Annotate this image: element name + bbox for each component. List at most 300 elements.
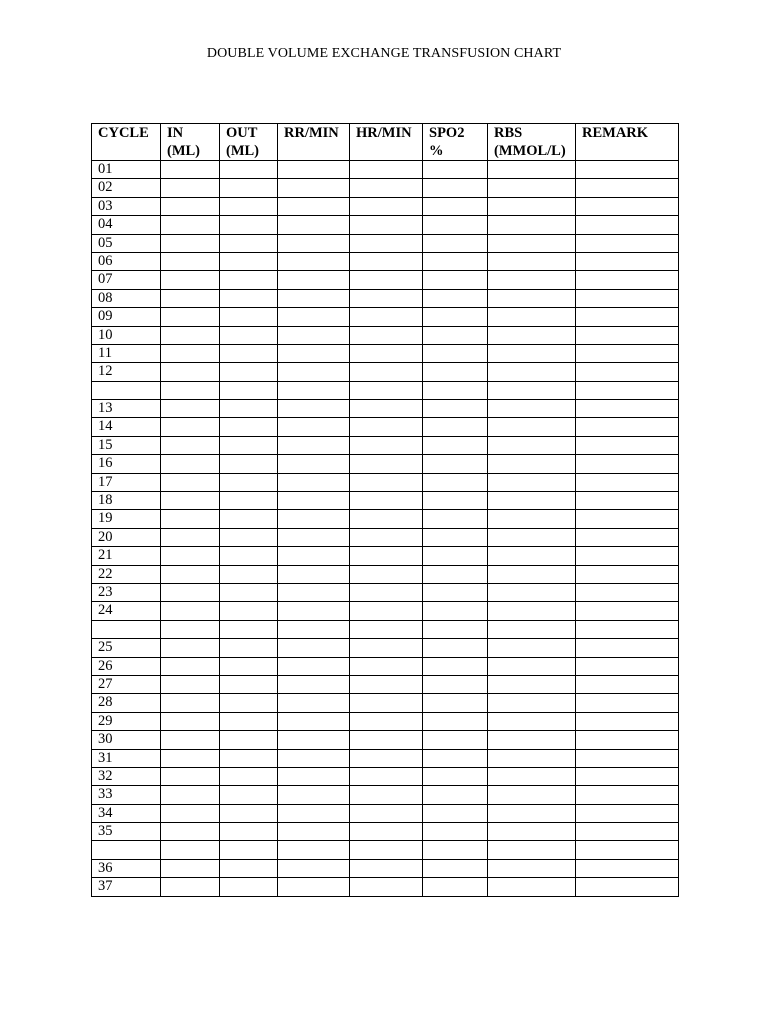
- hr-cell[interactable]: [350, 197, 423, 215]
- spo2-cell[interactable]: [423, 400, 488, 418]
- hr-cell[interactable]: [350, 565, 423, 583]
- hr-cell[interactable]: [350, 767, 423, 785]
- remark-cell[interactable]: [576, 436, 679, 454]
- cycle-cell: 21: [92, 547, 161, 565]
- rbs-cell[interactable]: [488, 694, 576, 712]
- rr-cell[interactable]: [278, 767, 350, 785]
- hr-cell[interactable]: [350, 841, 423, 859]
- rbs-cell[interactable]: [488, 418, 576, 436]
- rr-cell[interactable]: [278, 786, 350, 804]
- out-cell[interactable]: [220, 197, 278, 215]
- remark-cell[interactable]: [576, 675, 679, 693]
- rbs-cell[interactable]: [488, 731, 576, 749]
- hr-cell[interactable]: [350, 308, 423, 326]
- rr-cell[interactable]: [278, 492, 350, 510]
- spo2-cell[interactable]: [423, 547, 488, 565]
- spo2-cell[interactable]: [423, 749, 488, 767]
- hr-cell[interactable]: [350, 804, 423, 822]
- rbs-cell[interactable]: [488, 344, 576, 362]
- out-cell[interactable]: [220, 289, 278, 307]
- in-cell[interactable]: [161, 639, 220, 657]
- rbs-cell[interactable]: [488, 216, 576, 234]
- spo2-cell[interactable]: [423, 289, 488, 307]
- rr-cell[interactable]: [278, 583, 350, 601]
- out-cell[interactable]: [220, 731, 278, 749]
- rbs-cell[interactable]: [488, 620, 576, 638]
- out-cell[interactable]: [220, 363, 278, 381]
- rbs-cell[interactable]: [488, 602, 576, 620]
- remark-cell[interactable]: [576, 363, 679, 381]
- hr-cell[interactable]: [350, 528, 423, 546]
- rbs-cell[interactable]: [488, 161, 576, 179]
- spo2-cell[interactable]: [423, 731, 488, 749]
- out-cell[interactable]: [220, 326, 278, 344]
- rr-cell[interactable]: [278, 510, 350, 528]
- hr-cell[interactable]: [350, 216, 423, 234]
- hr-cell[interactable]: [350, 400, 423, 418]
- spo2-cell[interactable]: [423, 767, 488, 785]
- in-cell[interactable]: [161, 436, 220, 454]
- remark-cell[interactable]: [576, 326, 679, 344]
- rr-cell[interactable]: [278, 878, 350, 896]
- rbs-cell[interactable]: [488, 528, 576, 546]
- hr-cell[interactable]: [350, 583, 423, 601]
- remark-cell[interactable]: [576, 510, 679, 528]
- hr-cell[interactable]: [350, 657, 423, 675]
- remark-cell[interactable]: [576, 841, 679, 859]
- rbs-cell[interactable]: [488, 767, 576, 785]
- rbs-cell[interactable]: [488, 804, 576, 822]
- in-cell[interactable]: [161, 418, 220, 436]
- header-hr: [350, 124, 423, 161]
- hr-cell[interactable]: [350, 510, 423, 528]
- out-cell[interactable]: [220, 859, 278, 877]
- cycle-cell: 33: [92, 786, 161, 804]
- remark-cell[interactable]: [576, 565, 679, 583]
- cycle-cell: 23: [92, 583, 161, 601]
- rr-cell[interactable]: [278, 252, 350, 270]
- remark-cell[interactable]: [576, 271, 679, 289]
- rbs-cell[interactable]: [488, 823, 576, 841]
- in-cell[interactable]: [161, 841, 220, 859]
- rr-cell[interactable]: [278, 547, 350, 565]
- remark-cell[interactable]: [576, 289, 679, 307]
- remark-cell[interactable]: [576, 418, 679, 436]
- hr-cell[interactable]: [350, 694, 423, 712]
- hr-cell[interactable]: [350, 418, 423, 436]
- out-cell[interactable]: [220, 712, 278, 730]
- rr-cell[interactable]: [278, 731, 350, 749]
- header-spo2-label: SPO2: [429, 125, 465, 141]
- out-cell[interactable]: [220, 418, 278, 436]
- in-cell[interactable]: [161, 473, 220, 491]
- spo2-cell[interactable]: [423, 565, 488, 583]
- hr-cell[interactable]: [350, 271, 423, 289]
- out-cell[interactable]: [220, 455, 278, 473]
- remark-cell[interactable]: [576, 492, 679, 510]
- in-cell[interactable]: [161, 675, 220, 693]
- in-cell[interactable]: [161, 786, 220, 804]
- rr-cell[interactable]: [278, 657, 350, 675]
- remark-cell[interactable]: [576, 859, 679, 877]
- out-cell[interactable]: [220, 400, 278, 418]
- in-cell[interactable]: [161, 344, 220, 362]
- remark-cell[interactable]: [576, 455, 679, 473]
- table-row: [92, 363, 679, 381]
- hr-cell[interactable]: [350, 878, 423, 896]
- in-cell[interactable]: [161, 878, 220, 896]
- rbs-cell[interactable]: [488, 841, 576, 859]
- rr-cell[interactable]: [278, 455, 350, 473]
- cycle-cell: 28: [92, 694, 161, 712]
- out-cell[interactable]: [220, 234, 278, 252]
- in-cell[interactable]: [161, 363, 220, 381]
- out-cell[interactable]: [220, 804, 278, 822]
- in-cell[interactable]: [161, 528, 220, 546]
- out-cell[interactable]: [220, 436, 278, 454]
- rr-cell[interactable]: [278, 418, 350, 436]
- out-cell[interactable]: [220, 547, 278, 565]
- rbs-cell[interactable]: [488, 436, 576, 454]
- remark-cell[interactable]: [576, 473, 679, 491]
- hr-cell[interactable]: [350, 473, 423, 491]
- rbs-cell[interactable]: [488, 308, 576, 326]
- hr-cell[interactable]: [350, 436, 423, 454]
- rr-cell[interactable]: [278, 859, 350, 877]
- out-cell[interactable]: [220, 749, 278, 767]
- remark-cell[interactable]: [576, 400, 679, 418]
- hr-cell[interactable]: [350, 675, 423, 693]
- rr-cell[interactable]: [278, 804, 350, 822]
- hr-cell[interactable]: [350, 179, 423, 197]
- in-cell[interactable]: [161, 161, 220, 179]
- cycle-cell: 37: [92, 878, 161, 896]
- remark-cell[interactable]: [576, 639, 679, 657]
- rr-cell[interactable]: [278, 694, 350, 712]
- out-cell[interactable]: [220, 528, 278, 546]
- rbs-cell[interactable]: [488, 712, 576, 730]
- in-cell[interactable]: [161, 602, 220, 620]
- spo2-cell[interactable]: [423, 216, 488, 234]
- rr-cell[interactable]: [278, 473, 350, 491]
- out-cell[interactable]: [220, 492, 278, 510]
- spo2-cell[interactable]: [423, 823, 488, 841]
- in-cell[interactable]: [161, 823, 220, 841]
- rbs-cell[interactable]: [488, 400, 576, 418]
- out-cell[interactable]: [220, 216, 278, 234]
- hr-cell[interactable]: [350, 363, 423, 381]
- remark-cell[interactable]: [576, 234, 679, 252]
- rbs-cell[interactable]: [488, 326, 576, 344]
- spo2-cell[interactable]: [423, 878, 488, 896]
- hr-cell[interactable]: [350, 289, 423, 307]
- in-cell[interactable]: [161, 216, 220, 234]
- spo2-cell[interactable]: [423, 528, 488, 546]
- in-cell[interactable]: [161, 731, 220, 749]
- in-cell[interactable]: [161, 326, 220, 344]
- rbs-cell[interactable]: [488, 583, 576, 601]
- rr-cell[interactable]: [278, 179, 350, 197]
- rbs-cell[interactable]: [488, 675, 576, 693]
- in-cell[interactable]: [161, 583, 220, 601]
- in-cell[interactable]: [161, 455, 220, 473]
- rr-cell[interactable]: [278, 528, 350, 546]
- out-cell[interactable]: [220, 602, 278, 620]
- remark-cell[interactable]: [576, 712, 679, 730]
- spo2-cell[interactable]: [423, 675, 488, 693]
- out-cell[interactable]: [220, 510, 278, 528]
- rbs-cell[interactable]: [488, 492, 576, 510]
- spo2-cell[interactable]: [423, 363, 488, 381]
- hr-cell[interactable]: [350, 620, 423, 638]
- rr-cell[interactable]: [278, 565, 350, 583]
- rbs-cell[interactable]: [488, 289, 576, 307]
- hr-cell[interactable]: [350, 161, 423, 179]
- rr-cell[interactable]: [278, 620, 350, 638]
- hr-cell[interactable]: [350, 252, 423, 270]
- out-cell[interactable]: [220, 583, 278, 601]
- rbs-cell[interactable]: [488, 859, 576, 877]
- rbs-cell[interactable]: [488, 179, 576, 197]
- spo2-cell[interactable]: [423, 859, 488, 877]
- spo2-cell[interactable]: [423, 583, 488, 601]
- remark-cell[interactable]: [576, 161, 679, 179]
- rr-cell[interactable]: [278, 436, 350, 454]
- spo2-cell[interactable]: [423, 234, 488, 252]
- remark-cell[interactable]: [576, 216, 679, 234]
- cycle-cell: 35: [92, 823, 161, 841]
- hr-cell[interactable]: [350, 712, 423, 730]
- in-cell[interactable]: [161, 712, 220, 730]
- rr-cell[interactable]: [278, 344, 350, 362]
- rbs-cell[interactable]: [488, 234, 576, 252]
- spo2-cell[interactable]: [423, 436, 488, 454]
- spo2-cell[interactable]: [423, 473, 488, 491]
- spo2-cell[interactable]: [423, 418, 488, 436]
- rbs-cell[interactable]: [488, 878, 576, 896]
- in-cell[interactable]: [161, 657, 220, 675]
- hr-cell[interactable]: [350, 344, 423, 362]
- remark-cell[interactable]: [576, 547, 679, 565]
- rbs-cell[interactable]: [488, 271, 576, 289]
- rr-cell[interactable]: [278, 400, 350, 418]
- in-cell[interactable]: [161, 289, 220, 307]
- rbs-cell[interactable]: [488, 252, 576, 270]
- spo2-cell[interactable]: [423, 694, 488, 712]
- spo2-cell[interactable]: [423, 326, 488, 344]
- table-row-spacer: [92, 620, 679, 638]
- rr-cell[interactable]: [278, 216, 350, 234]
- in-cell[interactable]: [161, 308, 220, 326]
- in-cell[interactable]: [161, 749, 220, 767]
- out-cell[interactable]: [220, 473, 278, 491]
- in-cell[interactable]: [161, 694, 220, 712]
- out-cell[interactable]: [220, 823, 278, 841]
- rr-cell[interactable]: [278, 639, 350, 657]
- in-cell[interactable]: [161, 804, 220, 822]
- spo2-cell[interactable]: [423, 252, 488, 270]
- spo2-cell[interactable]: [423, 657, 488, 675]
- out-cell[interactable]: [220, 620, 278, 638]
- in-cell[interactable]: [161, 547, 220, 565]
- remark-cell[interactable]: [576, 197, 679, 215]
- out-cell[interactable]: [220, 344, 278, 362]
- hr-cell[interactable]: [350, 639, 423, 657]
- rr-cell[interactable]: [278, 308, 350, 326]
- rbs-cell[interactable]: [488, 547, 576, 565]
- spo2-cell[interactable]: [423, 344, 488, 362]
- hr-cell[interactable]: [350, 455, 423, 473]
- remark-cell[interactable]: [576, 620, 679, 638]
- rr-cell[interactable]: [278, 289, 350, 307]
- rr-cell[interactable]: [278, 271, 350, 289]
- in-cell[interactable]: [161, 620, 220, 638]
- rbs-cell[interactable]: [488, 639, 576, 657]
- rbs-cell[interactable]: [488, 565, 576, 583]
- remark-cell[interactable]: [576, 308, 679, 326]
- in-cell[interactable]: [161, 179, 220, 197]
- hr-cell[interactable]: [350, 823, 423, 841]
- out-cell[interactable]: [220, 179, 278, 197]
- in-cell[interactable]: [161, 400, 220, 418]
- rbs-cell[interactable]: [488, 786, 576, 804]
- remark-cell[interactable]: [576, 767, 679, 785]
- cycle-cell: 19: [92, 510, 161, 528]
- out-cell[interactable]: [220, 675, 278, 693]
- spo2-cell[interactable]: [423, 620, 488, 638]
- spo2-cell[interactable]: [423, 841, 488, 859]
- hr-cell[interactable]: [350, 234, 423, 252]
- table-row: [92, 197, 679, 215]
- spo2-cell[interactable]: [423, 639, 488, 657]
- out-cell[interactable]: [220, 657, 278, 675]
- out-cell[interactable]: [220, 252, 278, 270]
- spo2-cell[interactable]: [423, 602, 488, 620]
- hr-cell[interactable]: [350, 602, 423, 620]
- remark-cell[interactable]: [576, 786, 679, 804]
- in-cell[interactable]: [161, 234, 220, 252]
- rr-cell[interactable]: [278, 712, 350, 730]
- remark-cell[interactable]: [576, 528, 679, 546]
- rr-cell[interactable]: [278, 234, 350, 252]
- spo2-cell[interactable]: [423, 308, 488, 326]
- out-cell[interactable]: [220, 786, 278, 804]
- rr-cell[interactable]: [278, 823, 350, 841]
- rr-cell[interactable]: [278, 326, 350, 344]
- out-cell[interactable]: [220, 161, 278, 179]
- remark-cell[interactable]: [576, 252, 679, 270]
- hr-cell[interactable]: [350, 731, 423, 749]
- rbs-cell[interactable]: [488, 197, 576, 215]
- rr-cell[interactable]: [278, 363, 350, 381]
- out-cell[interactable]: [220, 841, 278, 859]
- remark-cell[interactable]: [576, 583, 679, 601]
- remark-cell[interactable]: [576, 749, 679, 767]
- remark-cell[interactable]: [576, 731, 679, 749]
- rbs-cell[interactable]: [488, 381, 576, 399]
- remark-cell[interactable]: [576, 823, 679, 841]
- spo2-cell[interactable]: [423, 804, 488, 822]
- in-cell[interactable]: [161, 859, 220, 877]
- table-row: [92, 767, 679, 785]
- out-cell[interactable]: [220, 878, 278, 896]
- out-cell[interactable]: [220, 308, 278, 326]
- in-cell[interactable]: [161, 271, 220, 289]
- remark-cell[interactable]: [576, 657, 679, 675]
- rr-cell[interactable]: [278, 602, 350, 620]
- remark-cell[interactable]: [576, 344, 679, 362]
- rr-cell[interactable]: [278, 381, 350, 399]
- rr-cell[interactable]: [278, 749, 350, 767]
- remark-cell[interactable]: [576, 804, 679, 822]
- remark-cell[interactable]: [576, 381, 679, 399]
- remark-cell[interactable]: [576, 878, 679, 896]
- in-cell[interactable]: [161, 510, 220, 528]
- cycle-cell: 04: [92, 216, 161, 234]
- remark-cell[interactable]: [576, 694, 679, 712]
- cycle-cell: 14: [92, 418, 161, 436]
- spo2-cell[interactable]: [423, 271, 488, 289]
- hr-cell[interactable]: [350, 381, 423, 399]
- rbs-cell[interactable]: [488, 749, 576, 767]
- cycle-cell: [92, 620, 161, 638]
- rbs-cell[interactable]: [488, 455, 576, 473]
- rbs-cell[interactable]: [488, 657, 576, 675]
- rr-cell[interactable]: [278, 197, 350, 215]
- rr-cell[interactable]: [278, 675, 350, 693]
- spo2-cell[interactable]: [423, 712, 488, 730]
- out-cell[interactable]: [220, 565, 278, 583]
- in-cell[interactable]: [161, 767, 220, 785]
- remark-cell[interactable]: [576, 602, 679, 620]
- rr-cell[interactable]: [278, 841, 350, 859]
- out-cell[interactable]: [220, 381, 278, 399]
- hr-cell[interactable]: [350, 786, 423, 804]
- hr-cell[interactable]: [350, 547, 423, 565]
- rbs-cell[interactable]: [488, 510, 576, 528]
- hr-cell[interactable]: [350, 749, 423, 767]
- in-cell[interactable]: [161, 565, 220, 583]
- cycle-cell: 05: [92, 234, 161, 252]
- in-cell[interactable]: [161, 197, 220, 215]
- out-cell[interactable]: [220, 694, 278, 712]
- spo2-cell[interactable]: [423, 492, 488, 510]
- in-cell[interactable]: [161, 492, 220, 510]
- in-cell[interactable]: [161, 252, 220, 270]
- spo2-cell[interactable]: [423, 197, 488, 215]
- spo2-cell[interactable]: [423, 161, 488, 179]
- cycle-cell: 30: [92, 731, 161, 749]
- rbs-cell[interactable]: [488, 363, 576, 381]
- spo2-cell[interactable]: [423, 455, 488, 473]
- table-row: [92, 547, 679, 565]
- spo2-cell[interactable]: [423, 510, 488, 528]
- rr-cell[interactable]: [278, 161, 350, 179]
- header-spo2: [423, 124, 488, 161]
- spo2-cell[interactable]: [423, 786, 488, 804]
- out-cell[interactable]: [220, 639, 278, 657]
- out-cell[interactable]: [220, 767, 278, 785]
- remark-cell[interactable]: [576, 179, 679, 197]
- spo2-cell[interactable]: [423, 179, 488, 197]
- out-cell[interactable]: [220, 271, 278, 289]
- hr-cell[interactable]: [350, 859, 423, 877]
- spo2-cell[interactable]: [423, 381, 488, 399]
- hr-cell[interactable]: [350, 326, 423, 344]
- rbs-cell[interactable]: [488, 473, 576, 491]
- in-cell[interactable]: [161, 381, 220, 399]
- hr-cell[interactable]: [350, 492, 423, 510]
